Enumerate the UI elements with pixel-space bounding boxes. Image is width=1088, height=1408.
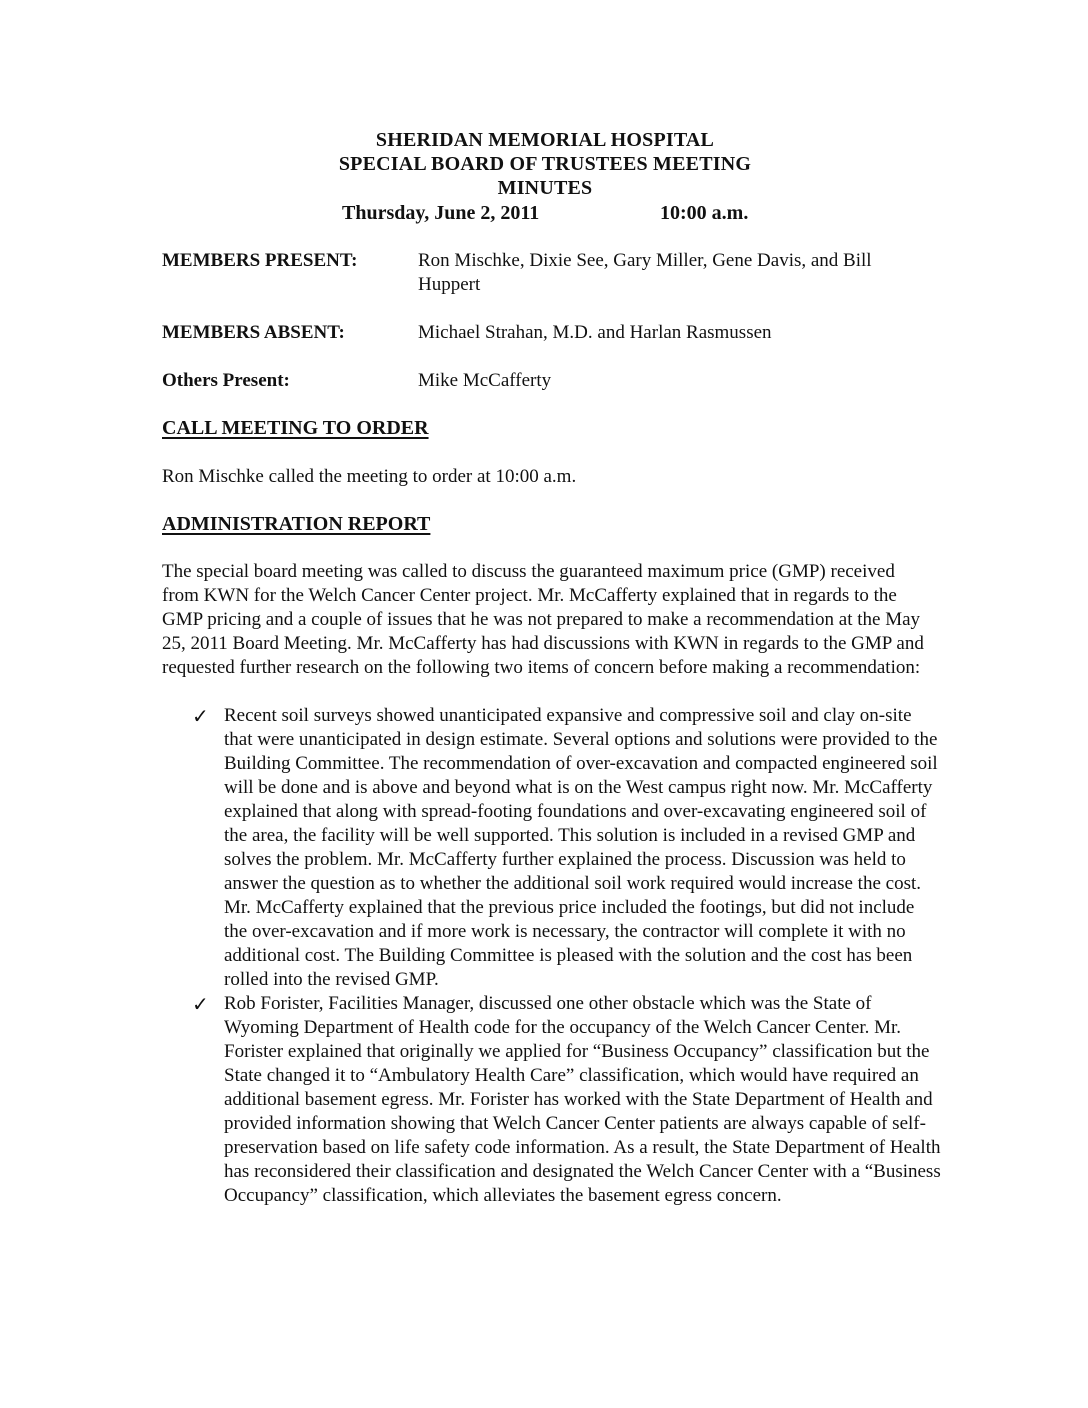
administration-report-heading: ADMINISTRATION REPORT (162, 513, 431, 535)
members-absent-value: Michael Strahan, M.D. and Harlan Rasmussen (418, 322, 772, 343)
members-present-value: Ron Mischke, Dixie See, Gary Miller, Gene Davis, and Bill Huppert (418, 250, 872, 295)
concerns-list (162, 704, 942, 1208)
list-item (162, 992, 942, 1208)
call-to-order-text: Ron Mischke called the meeting to order at 10:00 a.m. (162, 466, 577, 487)
meeting-time: 10:00 a.m. (660, 202, 749, 224)
members-absent-label: MEMBERS ABSENT: (162, 322, 345, 343)
list-item (162, 704, 942, 992)
administration-report-intro: The special board meeting was called to discuss the guaranteed maximum price (GMP) received from KWN for the Welch Cancer Center project. Mr. McCafferty explained that in regards to the GMP pricing and a couple of issues that he was not prepared to make a recommendation at the May 25, 2011 Board Meeting. Mr. McCafferty has had discussions with KWN in regards to the GMP and requested further research on the following two items of concern before making a recommendation: (162, 561, 924, 678)
document-header (0, 128, 1088, 200)
checkmark-icon: ✓ (192, 992, 209, 1016)
minutes-title: MINUTES (497, 177, 593, 199)
members-present-label: MEMBERS PRESENT: (162, 250, 358, 271)
meeting-date: Thursday, June 2, 2011 (342, 202, 540, 224)
others-present-value: Mike McCafferty (418, 370, 552, 391)
others-present-label: Others Present: (162, 370, 290, 391)
concern-soil-text: Recent soil surveys showed unanticipated expansive and compressive soil and clay on-site that were unanticipated in design estimate. Several options and solutions were provided to the Building Committee. The recommendation of over-excavation and compacted engineered soil will be done and is above and beyond what is on the West campus right now. Mr. McCafferty explained that along with spread-footing foundations and over-excavating engineered soil of the area, the facility will be well supported. This solution is included in a revised GMP and solves the problem. Mr. McCafferty further explained the process. Discussion was held to answer the question as to whether the additional soil work required would increase the cost. Mr. McCafferty explained that the previous price included the footings, but did not include the over-excavation and if more work is necessary, the contractor will complete it with no additional cost. The Building Committee is pleased with the solution and the cost has been rolled into the revised GMP. (224, 705, 938, 990)
call-to-order-heading: CALL MEETING TO ORDER (162, 417, 429, 439)
meeting-title: SPECIAL BOARD OF TRUSTEES MEETING (338, 153, 752, 175)
checkmark-icon: ✓ (192, 704, 209, 728)
hospital-name: SHERIDAN MEMORIAL HOSPITAL (375, 129, 715, 151)
concern-occupancy-text: Rob Forister, Facilities Manager, discussed one other obstacle which was the State of Wyoming Department of Health code for the occupancy of the Welch Cancer Center. Mr. Forister explained that originally we applied for “Business Occupancy” classification but the State changed it to “Ambulatory Health Care” classification, which would have required an additional basement egress. Mr. Forister has worked with the State Department of Health and provided information showing that Welch Cancer Center patients are always capable of self-preservation based on life safety code information. As a result, the State Department of Health has reconsidered their classification and designated the Welch Cancer Center with a “Business Occupancy” classification, which alleviates the basement egress concern. (224, 993, 941, 1206)
